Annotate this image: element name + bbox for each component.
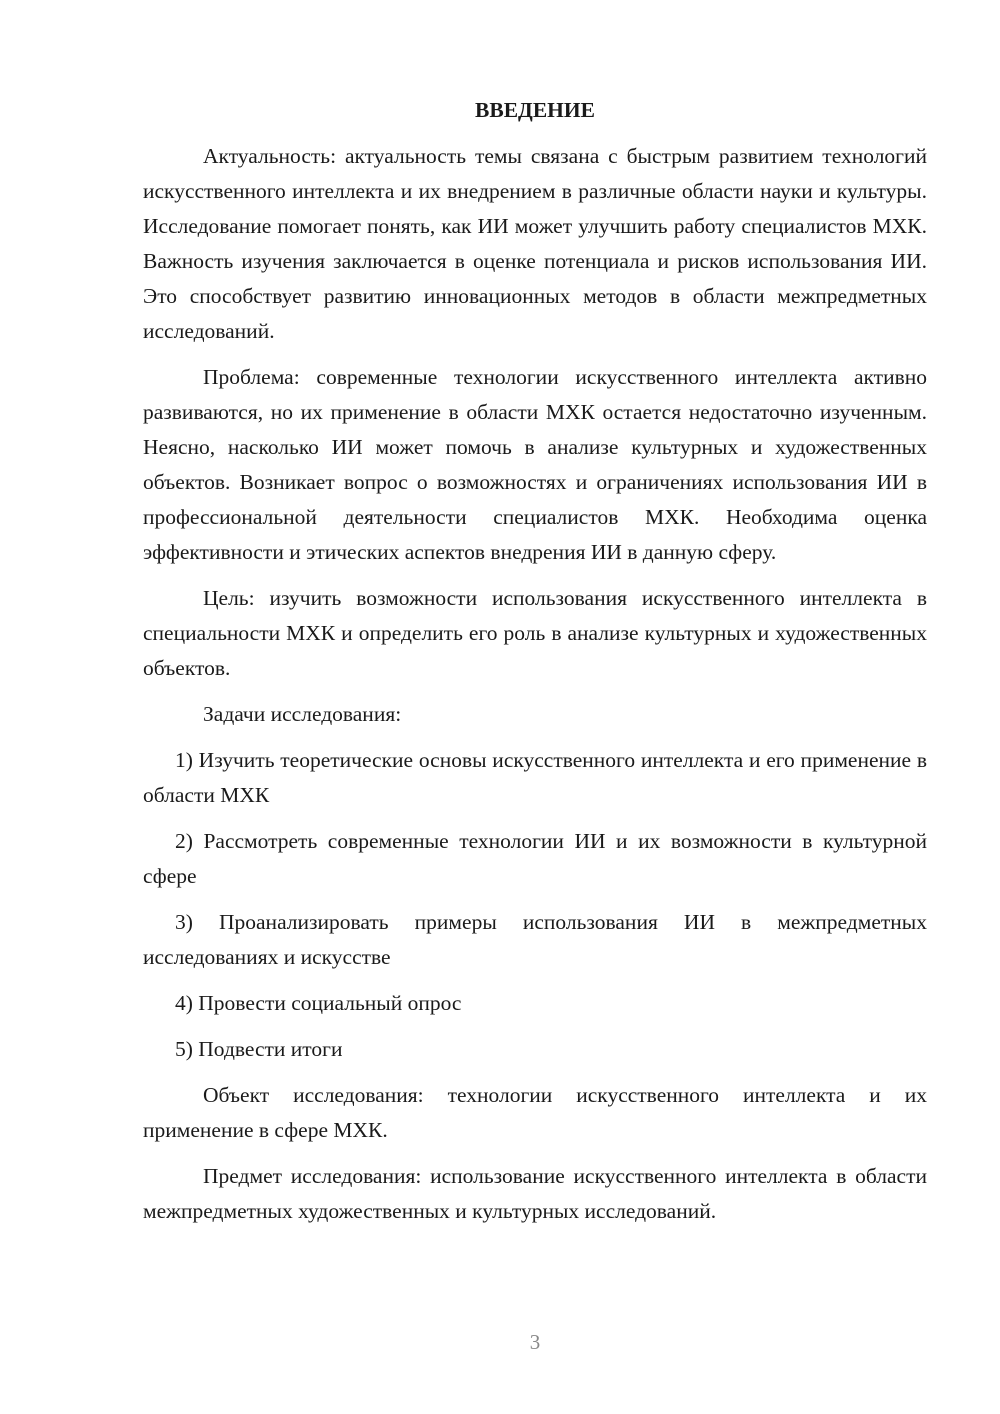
tasks-title: Задачи исследования: (203, 702, 402, 726)
goal-paragraph: Цель: изучить возможности использования искусственного интеллекта в специальности МХК и определить его роль в анализе культурных и художественных объектов. (143, 586, 927, 680)
task-item: 3) Проанализировать примеры использования ИИ в межпредметных исследованиях и искусстве (143, 910, 927, 969)
task-item: 5) Подвести итоги (175, 1037, 343, 1061)
task-item: 4) Провести социальный опрос (175, 991, 462, 1015)
problem-paragraph: Проблема: современные технологии искусственного интеллекта активно развиваются, но их применение в области МХК остается недостаточно изученным. Неясно, насколько ИИ может помочь в анализе культурных и художественных объектов. Возникает вопрос о возможностях и ограничениях использования ИИ в профессиональной деятельности специалистов МХК. Необходима оценка эффективности и этических аспектов внедрения ИИ в данную сферу. (143, 365, 927, 564)
page-heading: ВВЕДЕНИЕ (475, 98, 595, 122)
page-number: 3 (529, 1330, 541, 1354)
relevance-paragraph: Актуальность: актуальность темы связана с быстрым развитием технологий искусственного интеллекта и их внедрением в различные области науки и культуры. Исследование помогает понять, как ИИ может улучшить работу специалистов МХК. Важность изучения заключается в оценке потенциала и рисков использования ИИ. Это способствует развитию инновационных методов в области межпредметных исследований. (143, 144, 927, 343)
page-content (143, 93, 927, 1240)
task-item: 2) Рассмотреть современные технологии ИИ и их возможности в культурной сфере (143, 829, 927, 888)
task-item: 1) Изучить теоретические основы искусственного интеллекта и его применение в области МХК (143, 748, 927, 807)
subject-paragraph: Предмет исследования: использование искусственного интеллекта в области межпредметных художественных и культурных исследований. (143, 1164, 927, 1223)
object-paragraph: Объект исследования: технологии искусственного интеллекта и их применение в сфере МХК. (143, 1083, 927, 1142)
